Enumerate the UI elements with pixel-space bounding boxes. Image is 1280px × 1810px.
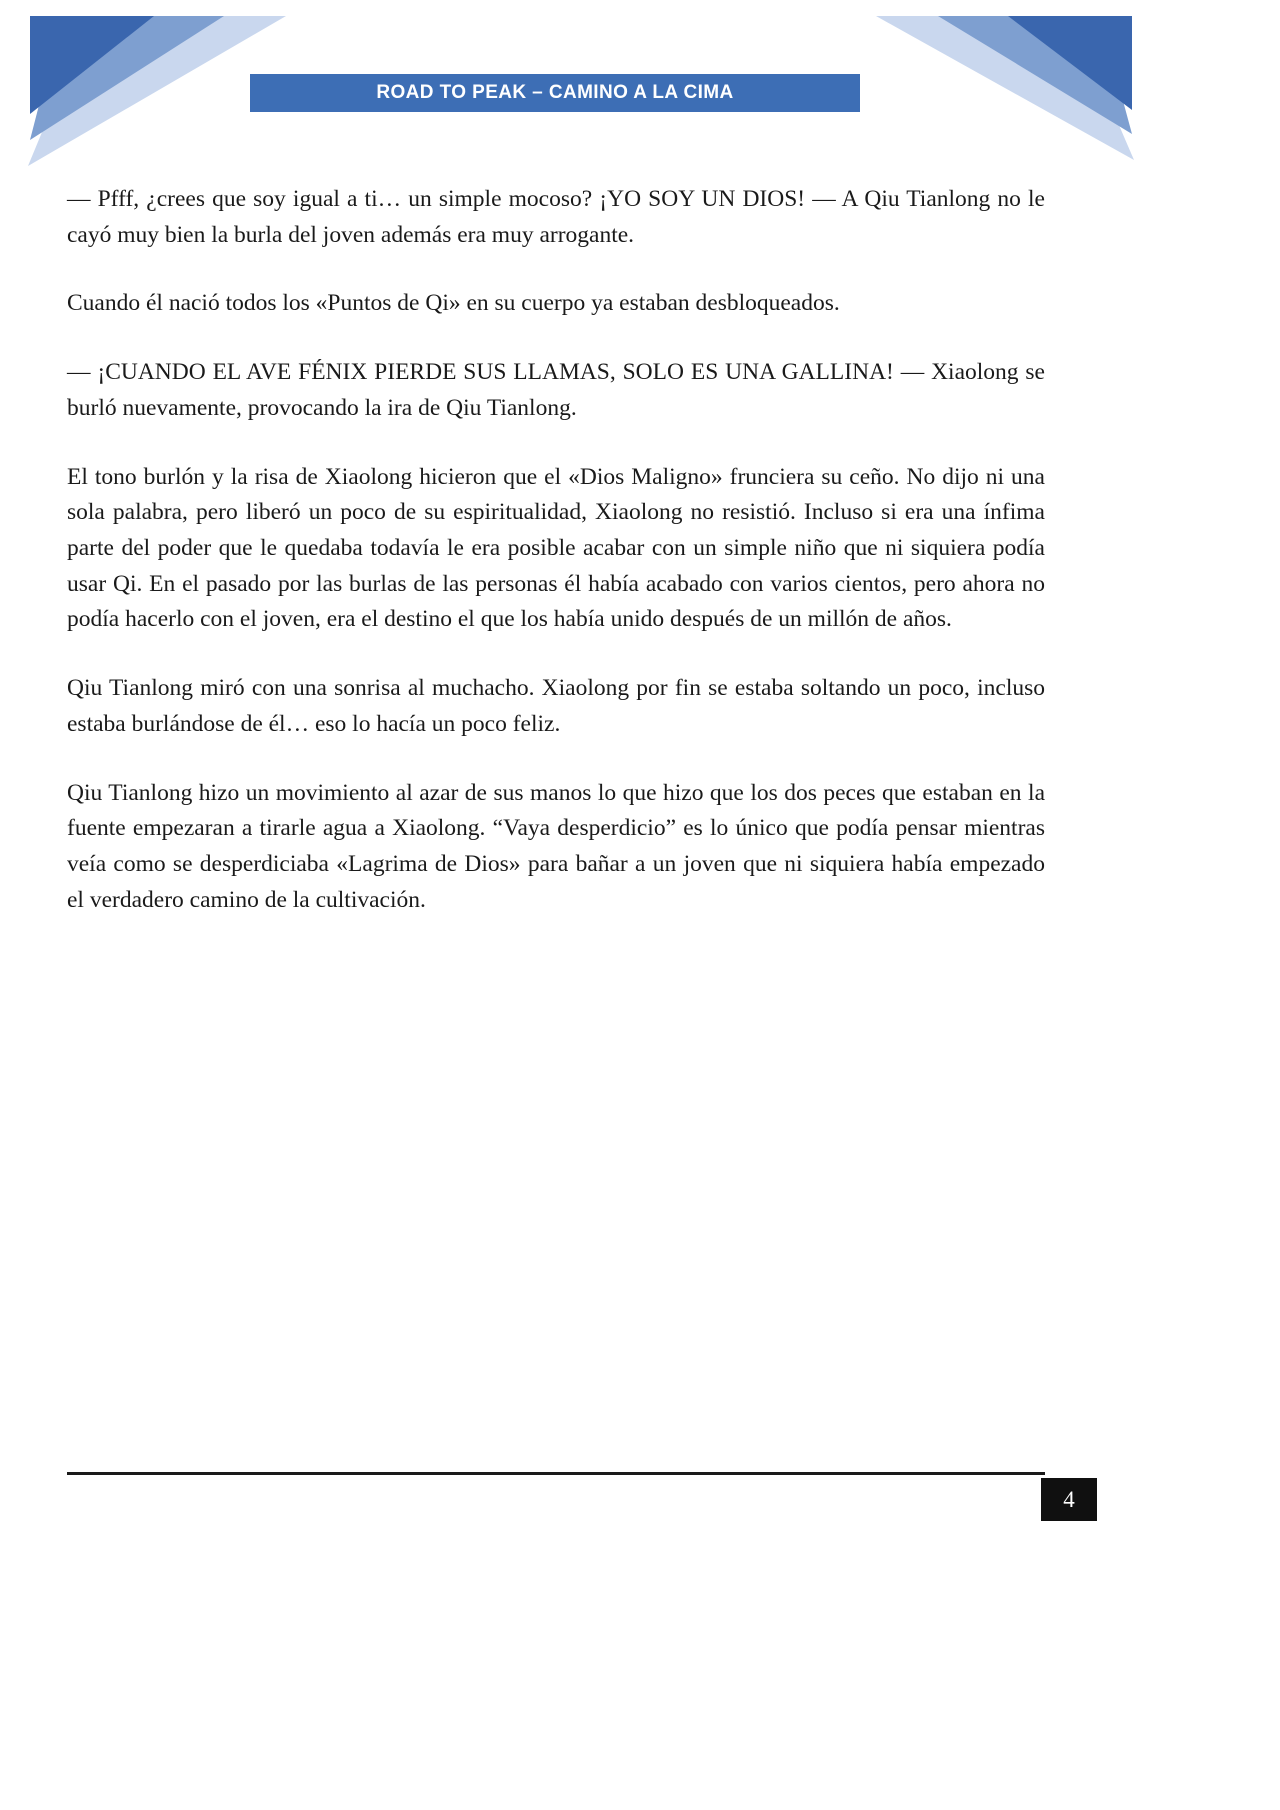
header-title: ROAD TO PEAK – CAMINO A LA CIMA [376,82,734,103]
paragraph-dialogue-2: — ¡CUANDO EL AVE FÉNIX PIERDE SUS LLAMAS, SOLO ES UNA GALLINA! — Xiaolong se burló nuevamente, provocando la ira de Qiu Tianlong. [67,359,1045,421]
paragraph-narration-4: Qiu Tianlong hizo un movimiento al azar de sus manos lo que hizo que los dos peces que estaban en la fuente empezaran a tirarle agua a Xiaolong. “Vaya desperdicio” es lo único que podía pensar mientras veía como se desperdiciaba «Lagrima de Dios» para bañar a un joven que ni siquiera había empezado el verdadero camino de la cultivación. [67,779,1045,913]
paragraph-narration-3: Qiu Tianlong miró con una sonrisa al muchacho. Xiaolong por fin se estaba soltando un poco, incluso estaba burlándose de él… eso lo hacía un poco feliz. [67,675,1045,737]
document-body [67,182,1045,952]
corner-decoration-right-icon [872,16,1134,162]
page-number-badge [1041,1478,1097,1521]
paragraph-dialogue-1: — Pfff, ¿crees que soy igual a ti… un simple mocoso? ¡YO SOY UN DIOS! — A Qiu Tianlong no le cayó muy bien la burla del joven además era muy arrogante. [67,186,1045,248]
page-number: 4 [1063,1486,1075,1512]
paragraph-narration-1: Cuando él nació todos los «Puntos de Qi» en su cuerpo ya estaban desbloqueados. [67,290,840,317]
header-banner [250,74,860,112]
footer-divider [67,1472,1045,1475]
paragraph-narration-2: El tono burlón y la risa de Xiaolong hicieron que el «Dios Maligno» frunciera su ceño. No dijo ni una sola palabra, pero liberó un poco de su espiritualidad, Xiaolong no resistió. Incluso si era una ínfima parte del poder que le quedaba todavía le era posible acabar con un simple niño que ni siquiera podía usar Qi. En el pasado por las burlas de las personas él había acabado con varios cientos, pero ahora no podía hacerlo con el joven, era el destino el que los había unido después de un millón de años. [67,463,1045,633]
